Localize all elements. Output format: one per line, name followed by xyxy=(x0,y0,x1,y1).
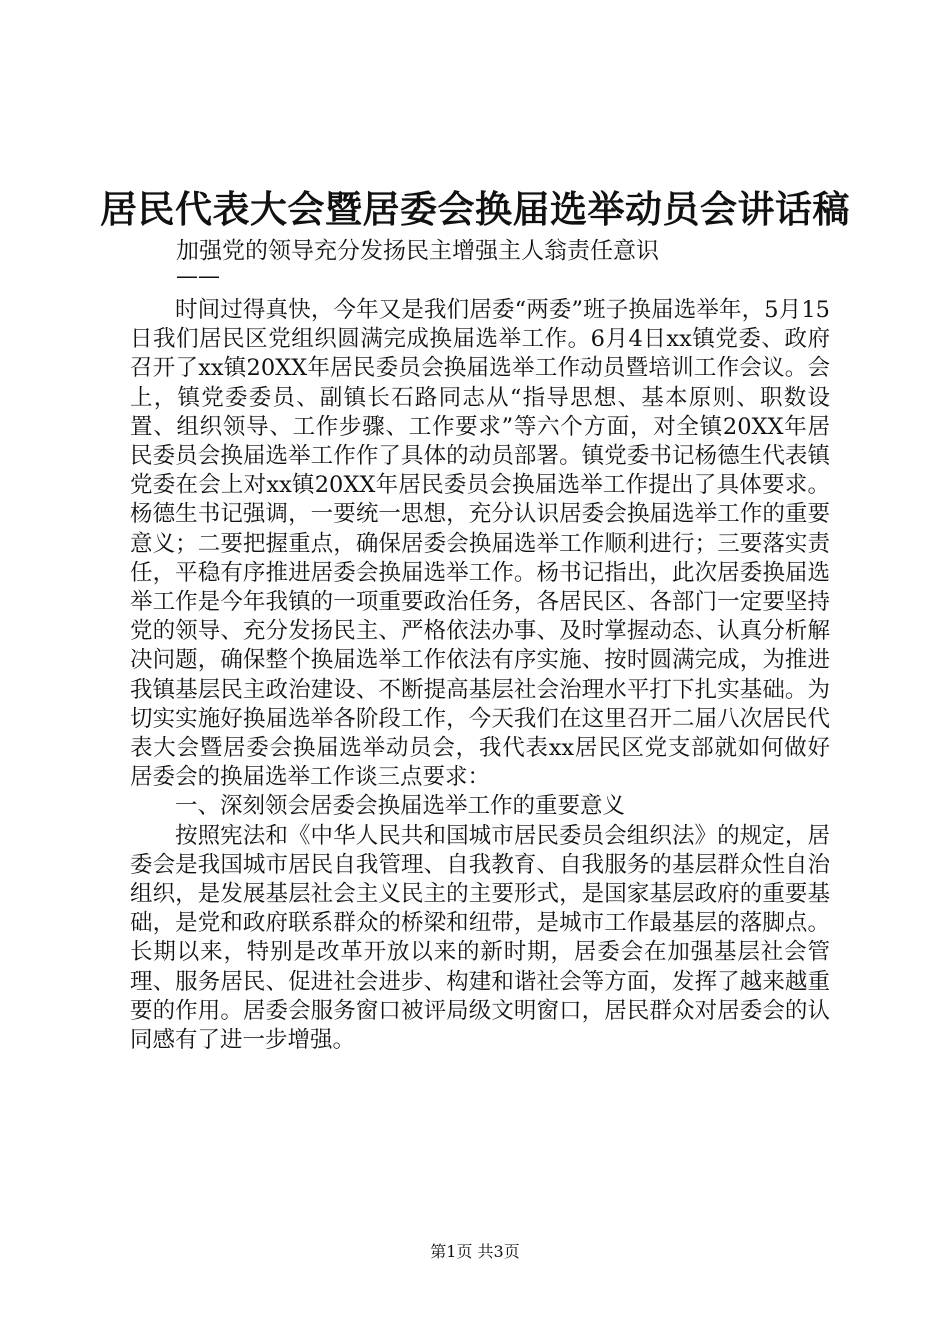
section-heading: 一、深刻领会居委会换届选举工作的重要意义 xyxy=(175,793,626,820)
document-subtitle: 加强党的领导充分发扬民主增强主人翁责任意识 xyxy=(176,238,659,264)
document-title: 居民代表大会暨居委会换届选举动员会讲话稿 xyxy=(100,187,850,231)
subtitle-dash: —— xyxy=(176,264,220,289)
page-footer: 第1页 共3页 xyxy=(430,1242,520,1261)
document-body xyxy=(130,296,830,1055)
body-paragraph: 时间过得真快，今年又是我们居委“两委”班子换届选举年，5月15日我们居民区党组织圆满完成换届选举工作。6月4日xx镇党委、政府召开了xx镇20XX年居民委员会换届选举工作动员暨培训工作会议。会上，镇党委委员、副镇长石路同志从“指导思想、基本原则、职数设置、组织领导、工作步骤、工作要求”等六个方面，对全镇20XX年居民委员会换届选举工作作了具体的动员部署。镇党委书记杨德生代表镇党委在会上对xx镇20XX年居民委员会换届选举工作提出了具体要求。杨德生书记强调，一要统一思想，充分认识居委会换届选举工作的重要意义；二要把握重点，确保居委会换届选举工作顺利进行；三要落实责任，平稳有序推进居委会换届选举工作。杨书记指出，此次居委换届选举工作是今年我镇的一项重要政治任务，各居民区、各部门一定要坚持党的领导、充分发扬民主、严格依法办事、及时掌握动态、认真分析解决问题，确保整个换届选举工作依法有序实施、按时圆满完成，为推进我镇基层民主政治建设、不断提高基层社会治理水平打下扎实基础。为切实实施好换届选举各阶段工作，今天我们在这里召开二届八次居民代表大会暨居委会换届选举动员会，我代表xx居民区党支部就如何做好居委会的换届选举工作谈三点要求： xyxy=(130,297,830,791)
body-paragraph: 按照宪法和《中华人民共和国城市居民委员会组织法》的规定，居委会是我国城市居民自我管理、自我教育、自我服务的基层群众性自治组织，是发展基层社会主义民主的主要形式，是国家基层政府的重要基础，是党和政府联系群众的桥梁和纽带，是城市工作最基层的落脚点。长期以来，特别是改革开放以来的新时期，居委会在加强基层社会管理、服务居民、促进社会进步、构建和谐社会等方面，发挥了越来越重要的作用。居委会服务窗口被评局级文明窗口，居民群众对居委会的认同感有了进一步增强。 xyxy=(130,822,830,1054)
